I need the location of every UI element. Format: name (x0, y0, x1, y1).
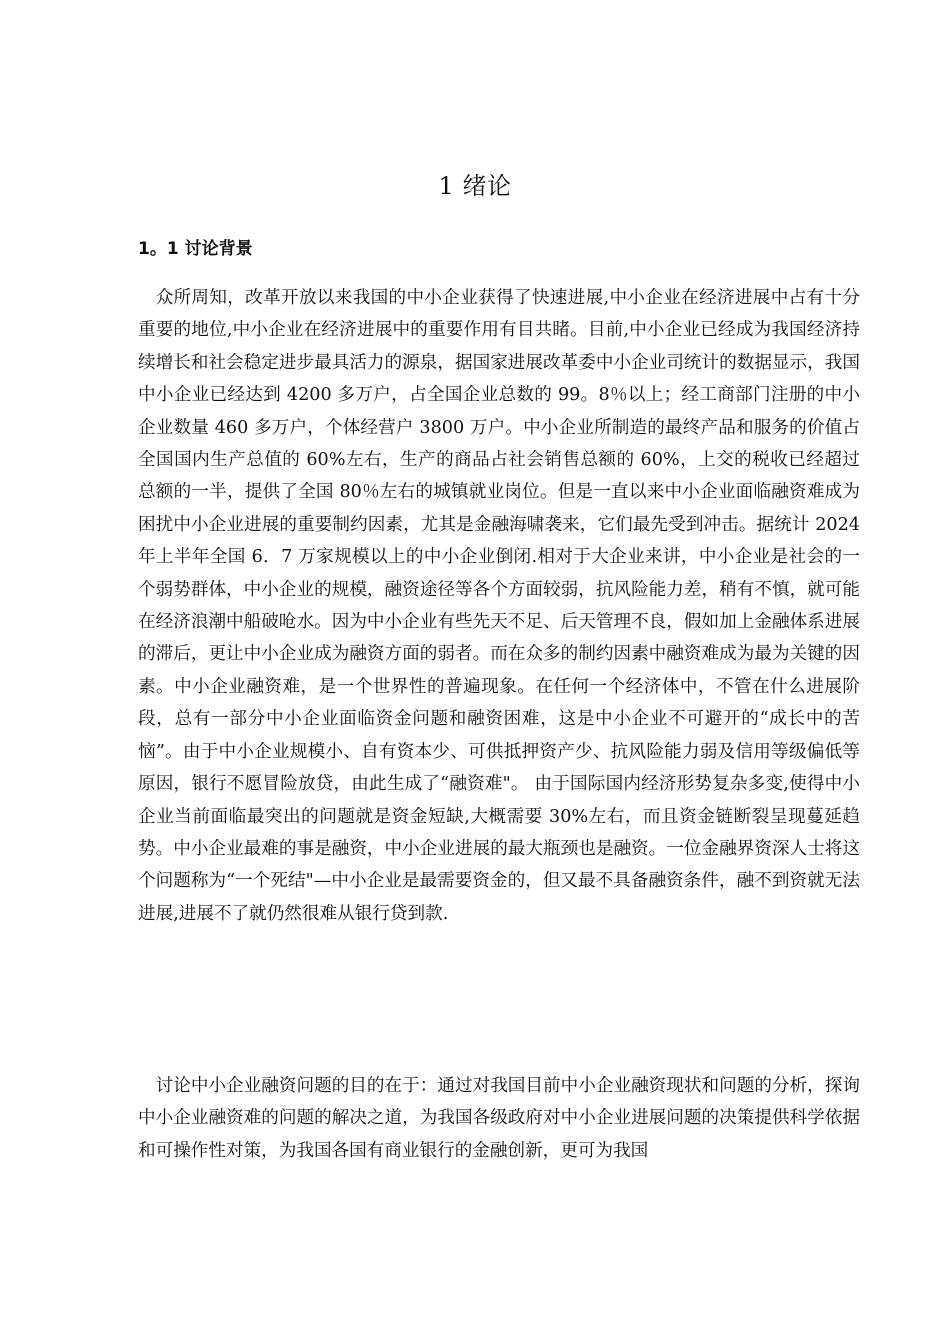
chapter-title: 1 绪论 (438, 172, 512, 200)
body-paragraph: 众所周知，改革开放以来我国的中小企业获得了快速进展,中小企业在经济进展中占有十分重要的地位,中小企业在经济进展中的重要作用有目共睹。目前,中小企业已经成为我国经济持续增长和社会稳定进步最具活力的源泉，据国家进展改革委中小企业司统计的数据显示，我国中小企业已经达到 4200 多万户，占全国企业总数的 99。8％以上；经工商部门注册的中小企业数量 460 多万户，个体经营户 3800 万户。中小企业所制造的最终产品和服务的价值占全国国内生产总值的 60%左右，生产的商品占社会销售总额的 60%，上交的税收已经超过总额的一半，提供了全国 80％左右的城镇就业岗位。但是一直以来中小企业面临融资难成为困扰中小企业进展的重要制约因素，尤其是金融海啸袭来，它们最先受到冲击。据统计 2024 年上半年全国 6．7 万家规模以上的中小企业倒闭.相对于大企业来讲，中小企业是社会的一个弱势群体，中小企业的规模，融资途径等各个方面较弱，抗风险能力差，稍有不慎，就可能在经济浪潮中船破呛水。因为中小企业有些先天不足、后天管理不良，假如加上金融体系进展的滞后，更让中小企业成为融资方面的弱者。而在众多的制约因素中融资难成为最为关键的因素。中小企业融资难，是一个世界性的普遍现象。在任何一个经济体中，不管在什么进展阶段，总有一部分中小企业面临资金问题和融资困难，这是中小企业不可避开的“成长中的苦恼”。由于中小企业规模小、自有资本少、可供抵押资产少、抗风险能力弱及信用等级偏低等原因，银行不愿冒险放贷，由此生成了“融资难"。 由于国际国内经济形势复杂多变,使得中小企业当前面临最突出的问题就是资金短缺,大概需要 30%左右，而且资金链断裂呈现蔓延趋势。中小企业最难的事是融资，中小企业进展的最大瓶颈也是融资。一位金融界资深人士将这个问题称为“一个死结"—中小企业是最需要资金的，但又最不具备融资条件，融不到资就无法进展,进展不了就仍然很难从银行贷到款. (138, 288, 860, 924)
section-heading: 1。1 讨论背景 (138, 239, 253, 259)
body-paragraph: 讨论中小企业融资问题的目的在于：通过对我国目前中小企业融资现状和问题的分析，探询中小企业融资难的问题的解决之道，为我国各级政府对中小企业进展问题的决策提供科学依据和可操作性对策，为我国各国有商业银行的金融创新，更可为我国 (138, 1076, 860, 1161)
